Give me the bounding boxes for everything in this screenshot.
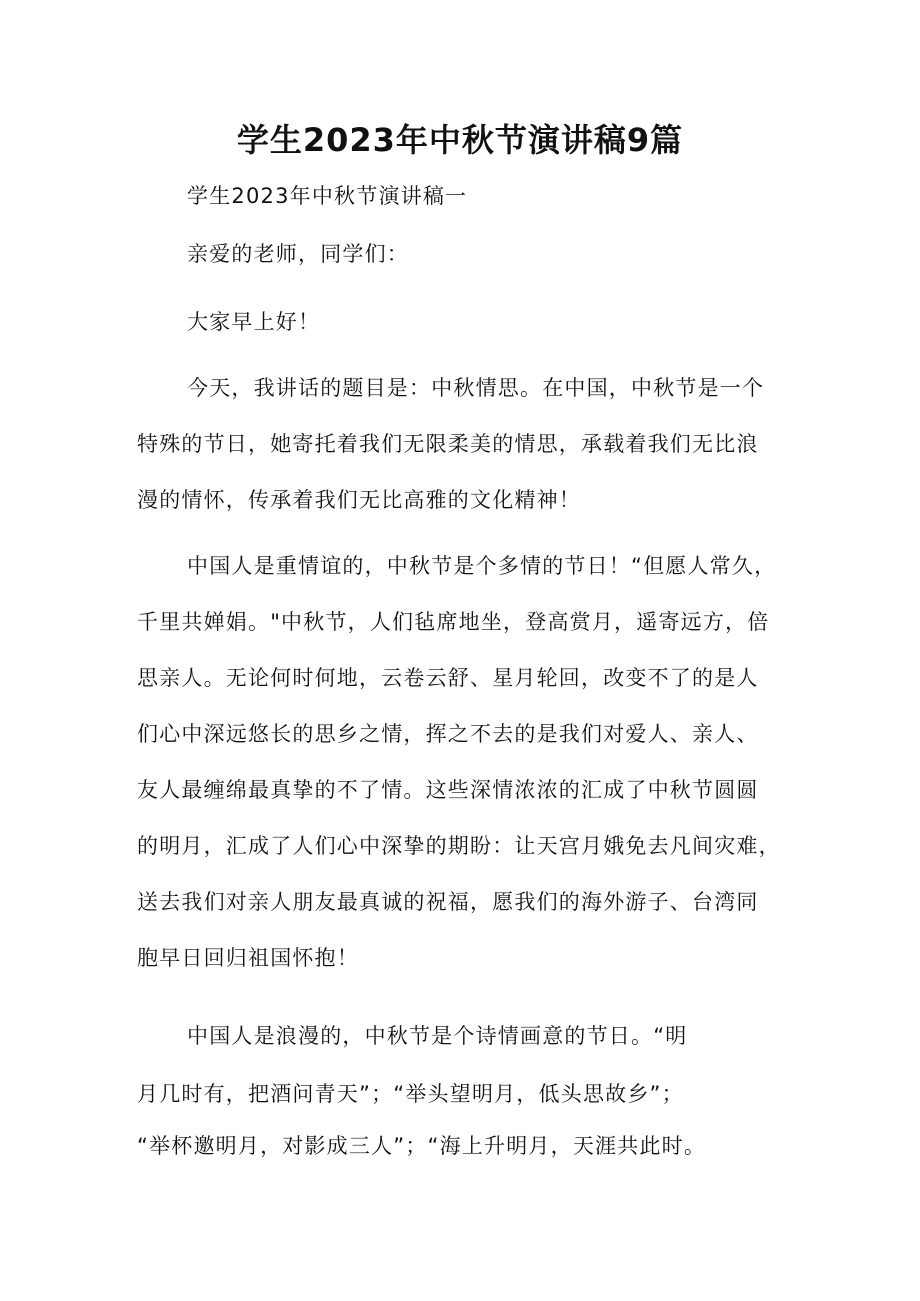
paragraph-line: 漫的情怀，传承着我们无比高雅的文化精神！ (137, 488, 581, 512)
paragraph-line: 胞早日回归祖国怀抱！ (137, 946, 359, 970)
paragraph-line: “举杯邀明月，对影成三人”；“海上升明月，天涯共此时。 (137, 1134, 707, 1158)
paragraph-line: 思亲人。无论何时何地，云卷云舒、星月轮回，改变不了的是人 (137, 666, 759, 690)
salutation: 亲爱的老师，同学们： (187, 242, 409, 266)
paragraph-line: 的明月，汇成了人们心中深挚的期盼：让天宫月娥免去凡间灾难， (137, 834, 781, 858)
paragraph-line: 友人最缠绵最真挚的不了情。这些深情浓浓的汇成了中秋节圆圆 (137, 778, 759, 802)
paragraph-line: 千里共婵娟。"中秋节，人们毡席地坐，登高赏月，遥寄远方，倍 (137, 610, 770, 634)
greeting: 大家早上好！ (187, 310, 321, 334)
paragraph-line: 们心中深远悠长的思乡之情，挥之不去的是我们对爱人、亲人、 (137, 722, 759, 746)
document-title: 学生2023年中秋节演讲稿9篇 (236, 121, 684, 159)
paragraph-line: 中国人是浪漫的，中秋节是个诗情画意的节日。“明 (187, 1024, 688, 1048)
paragraph-line: 月几时有，把酒问青天”；“举头望明月，低头思故乡”； (137, 1082, 684, 1106)
paragraph-line: 特殊的节日，她寄托着我们无限柔美的情思，承载着我们无比浪 (137, 432, 759, 456)
paragraph-line: 送去我们对亲人朋友最真诚的祝福，愿我们的海外游子、台湾同 (137, 890, 759, 914)
paragraph-line: 今天，我讲话的题目是：中秋情思。在中国，中秋节是一个 (187, 376, 765, 400)
paragraph-line: 中国人是重情谊的，中秋节是个多情的节日！“但愿人常久， (187, 554, 777, 578)
section-heading: 学生2023年中秋节演讲稿一 (187, 184, 468, 208)
